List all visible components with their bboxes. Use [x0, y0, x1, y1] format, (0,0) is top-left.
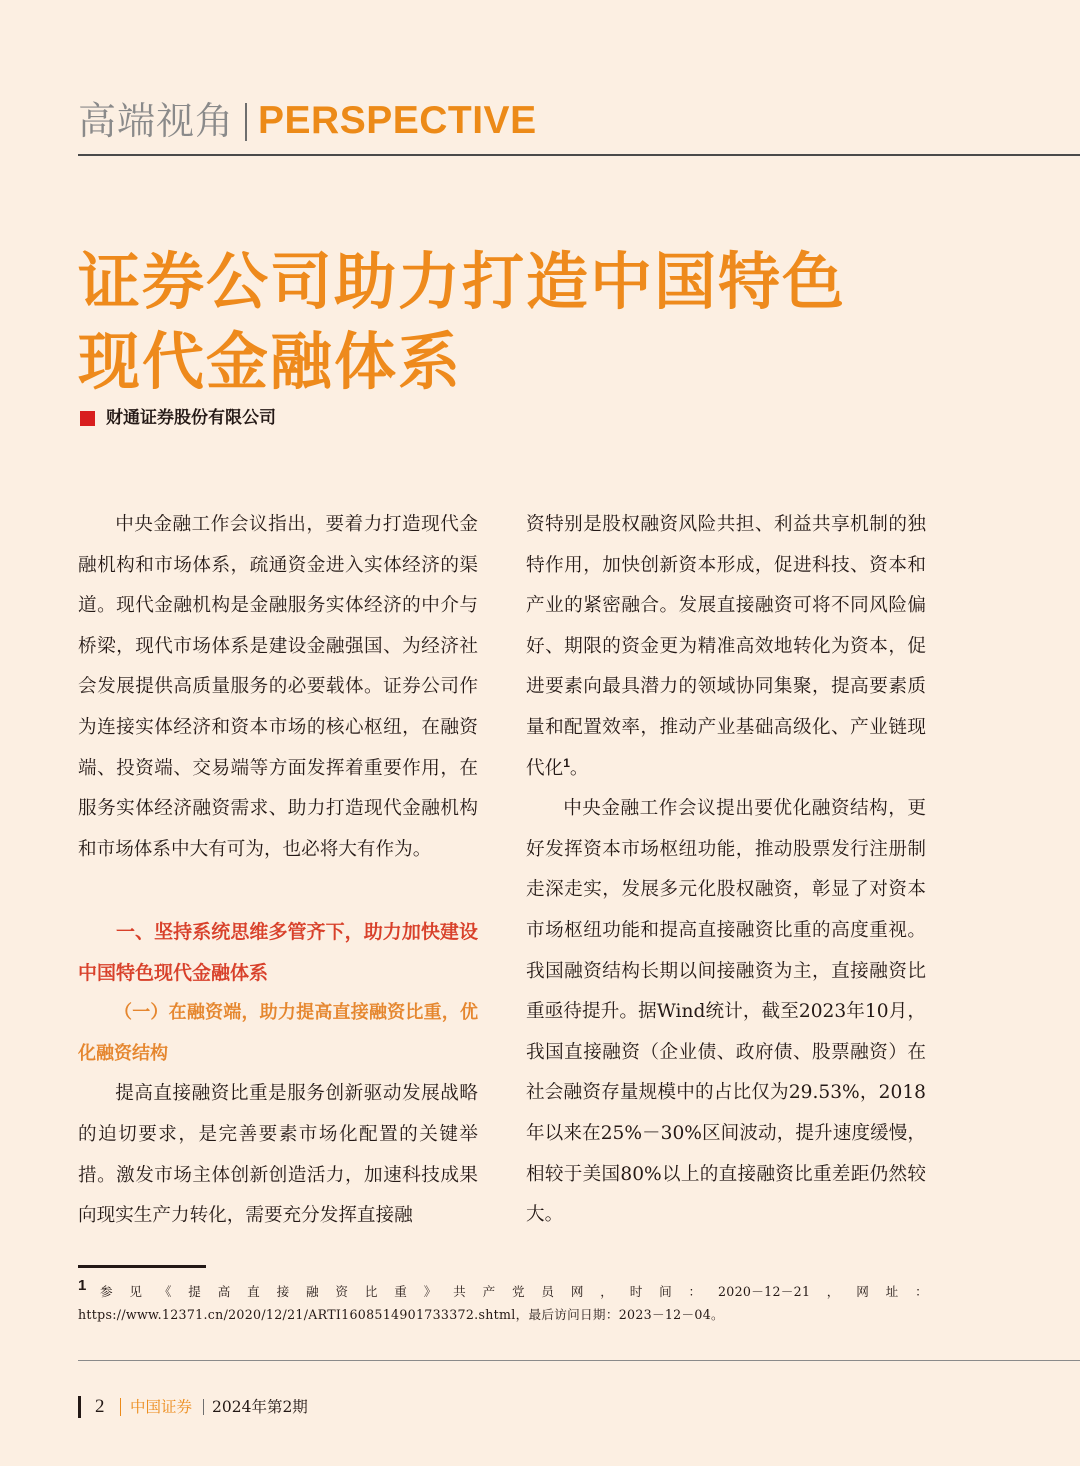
body-column-left-top — [78, 505, 478, 870]
magazine-name: 中国证券 — [130, 1398, 193, 1416]
body-paragraph-continued — [526, 505, 926, 789]
section-name-english: PERSPECTIVE — [258, 99, 537, 142]
footer-divider — [120, 1398, 121, 1416]
author-marker-icon — [80, 411, 95, 426]
footnote-rule — [78, 1265, 206, 1268]
article-title-line-2: 现代金融体系 — [78, 325, 463, 398]
body-paragraph: 中央金融工作会议指出，要着力打造现代金融机构和市场体系，疏通资金进入实体经济的渠道。现代金融机构是金融服务实体经济的中介与桥梁，现代市场体系是建设金融强国、为经济社会发展提供高质量服务的必要载体。证券公司作为连接实体经济和资本市场的核心枢纽，在融资端、投资端、交易端等方面发挥着重要作用，在服务实体经济融资需求、助力打造现代金融机构和市场体系中大有可为，也必将大有作为。 — [78, 514, 478, 860]
section-divider — [245, 103, 247, 141]
paragraph-text: 资特别是股权融资风险共担、利益共享机制的独特作用，加快创新资本形成，促进科技、资本和产业的紧密融合。发展直接融资可将不同风险偏好、期限的资金更为精准高效地转化为资本，促进要素向最具潜力的领域协同集聚，提高要素质量和配置效率，推动产业基础高级化、产业链现代化 — [526, 514, 926, 779]
footnote-number: 1 — [78, 1277, 87, 1294]
section-name: 高端视角 — [78, 99, 235, 143]
paragraph-end: 。 — [569, 757, 589, 779]
footnote-reference[interactable]: 1 — [563, 755, 570, 770]
author-byline: 财通证券股份有限公司 — [106, 408, 276, 428]
footer-rule — [78, 1360, 1080, 1361]
subsection-heading: （一）在融资端，助力提高直接融资比重，优化融资结构 — [78, 1002, 478, 1064]
body-paragraph: 中央金融工作会议提出要优化融资结构，更好发挥资本市场枢纽功能，推动股票发行注册制走深走实，发展多元化股权融资，彰显了对资本市场枢纽功能和提高直接融资比重的高度重视。我国融资结构长期以间接融资为主，直接融资比重亟待提升。据Wind统计，截至2023年10月，我国直接融资（企业债、政府债、股票融资）在社会融资存量规模中的占比仅为29.53%，2018年以来在25%－30%区间波动，提升速度缓慢，相较于美国80%以上的直接融资比重差距仍然较大。 — [526, 798, 926, 1226]
section-heading: 一、坚持系统思维多管齐下，助力加快建设中国特色现代金融体系 — [78, 921, 478, 984]
body-column-right — [526, 505, 926, 1236]
issue-number: 2024年第2期 — [212, 1398, 308, 1416]
body-column-left-bottom — [78, 912, 478, 1237]
article-title — [78, 242, 846, 402]
footer-divider — [203, 1399, 204, 1415]
body-paragraph: 提高直接融资比重是服务创新驱动发展战略的迫切要求，是完善要素市场化配置的关键举措。激发市场主体创新创造活力，加速科技成果向现实生产力转化，需要充分发挥直接融 — [78, 1083, 478, 1227]
footer-bar — [78, 1396, 81, 1418]
article-title-line-1: 证券公司助力打造中国特色 — [78, 245, 847, 318]
page-number: 2 — [95, 1396, 105, 1417]
header-rule — [78, 154, 1080, 156]
footnote-text: 参见《提高直接融资比重》共产党员网，时间：2020－12－21，网址：https://www.12371.cn/2020/12/21/ARTI1608514901733372.shtml，最后访问日期：2023－12－04。 — [78, 1284, 928, 1322]
